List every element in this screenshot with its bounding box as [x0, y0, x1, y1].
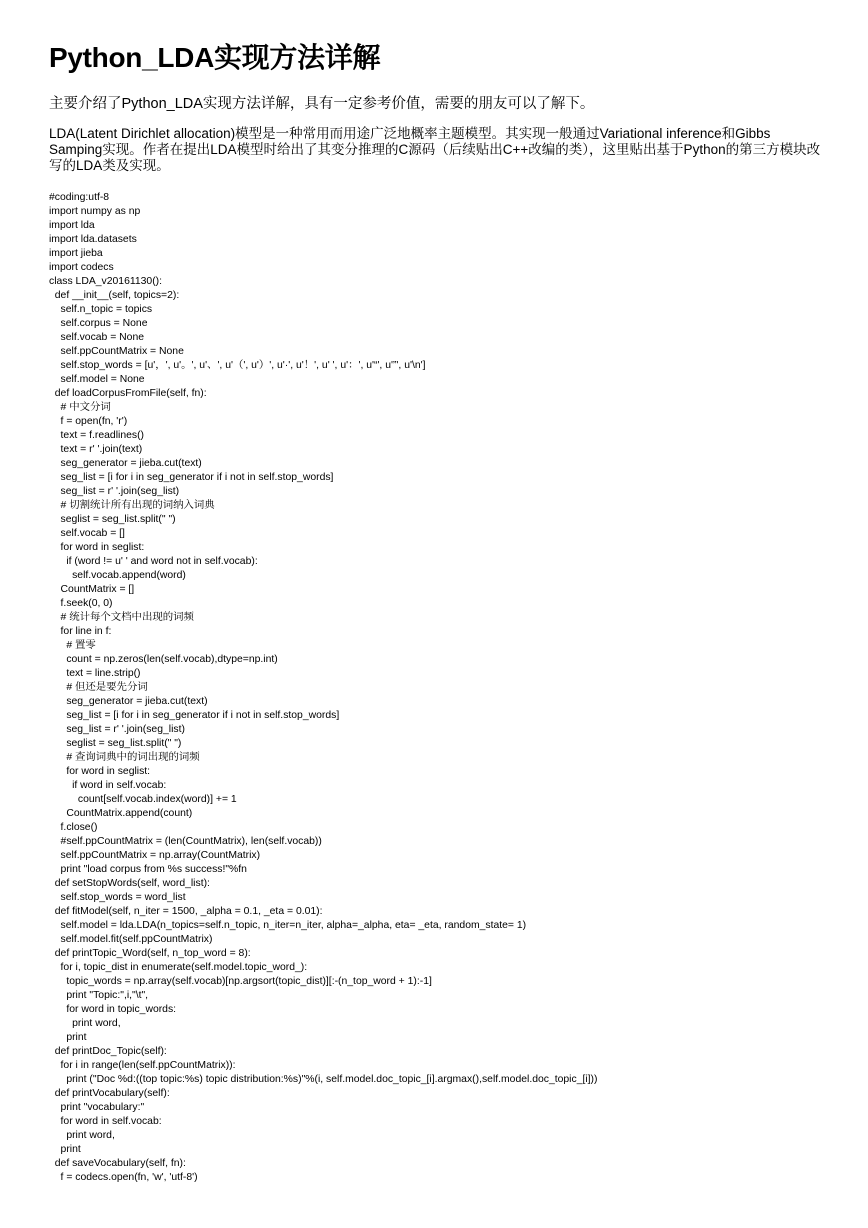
code-line: f = codecs.open(fn, 'w', 'utf-8'): [49, 1172, 198, 1183]
code-line: seg_list = [i for i in seg_generator if i not in self.stop_words]: [49, 710, 340, 721]
code-line: topic_words = np.array(self.vocab)[np.argsort(topic_dist)][:-(n_top_word + 1):-1]: [49, 976, 432, 987]
code-line: seg_generator = jieba.cut(text): [49, 458, 202, 469]
code-line: for word in topic_words:: [49, 1004, 177, 1015]
code-line: self.corpus = None: [49, 318, 148, 329]
code-line: seg_list = r' '.join(seg_list): [49, 724, 185, 735]
code-line: print: [49, 1032, 87, 1043]
code-line: print ("Doc %d:((top topic:%s) topic distribution:%s)"%(i, self.model.doc_topic_[i].argmax(),self.model.doc_topic_[i])): [49, 1074, 598, 1085]
article-lead: 主要介绍了Python_LDA实现方法详解，具有一定参考价值，需要的朋友可以了解下。: [49, 96, 595, 112]
code-line: if (word != u' ' and word not in self.vocab):: [49, 556, 258, 567]
code-line: self.model = None: [49, 374, 145, 385]
code-line: text = line.strip(): [49, 668, 141, 679]
code-line: def printDoc_Topic(self):: [49, 1046, 167, 1057]
code-line: def loadCorpusFromFile(self, fn):: [49, 388, 207, 399]
code-line: f.seek(0, 0): [49, 598, 113, 609]
code-line: print "vocabulary:": [49, 1102, 145, 1113]
code-line: print word,: [49, 1130, 115, 1141]
code-line: def printVocabulary(self):: [49, 1088, 170, 1099]
code-line: self.model = lda.LDA(n_topics=self.n_topic, n_iter=n_iter, alpha=_alpha, eta= _eta, random_state= 1): [49, 920, 527, 931]
code-line: for i in range(len(self.ppCountMatrix)):: [49, 1060, 236, 1071]
code-line: print: [49, 1144, 81, 1155]
code-line: #coding:utf-8: [49, 192, 110, 203]
code-line: text = f.readlines(): [49, 430, 144, 441]
code-line: self.model.fit(self.ppCountMatrix): [49, 934, 213, 945]
code-line: # 查询词典中的词出现的词频: [49, 752, 200, 763]
code-line: for word in seglist:: [49, 766, 151, 777]
code-line: # 统计每个文档中出现的词频: [49, 612, 194, 623]
code-line: self.stop_words = [u'，', u'。', u'、', u'（', u'）', u'·', u'！', u' ', u'：', u'“', u'”', u'\n']: [49, 360, 426, 371]
code-line: import codecs: [49, 262, 114, 273]
code-line: f = open(fn, 'r'): [49, 416, 128, 427]
code-line: seg_generator = jieba.cut(text): [49, 696, 208, 707]
code-line: def printTopic_Word(self, n_top_word = 8):: [49, 948, 251, 959]
code-line: # 置零: [49, 640, 96, 651]
code-line: print "load corpus from %s success!"%fn: [49, 864, 247, 875]
code-line: if word in self.vocab:: [49, 780, 167, 791]
code-line: # 但还是要先分词: [49, 682, 148, 693]
code-line: import lda: [49, 220, 95, 231]
code-line: self.stop_words = word_list: [49, 892, 186, 903]
article-intro: LDA(Latent Dirichlet allocation)模型是一种常用而用途广泛地概率主题模型。其实现一般通过Variational inference和Gibbs Samping实现。作者在提出LDA模型时给出了其变分推理的C源码（后续贴出C++改编的类），这里贴出基于Python的第三方模块改写的LDA类及实现。: [49, 126, 821, 173]
code-line: seglist = seg_list.split(" "): [49, 514, 176, 525]
code-line: self.n_topic = topics: [49, 304, 153, 315]
code-line: self.ppCountMatrix = None: [49, 346, 184, 357]
code-line: # 中文分词: [49, 402, 111, 413]
code-line: count = np.zeros(len(self.vocab),dtype=np.int): [49, 654, 278, 665]
code-line: seg_list = r' '.join(seg_list): [49, 486, 180, 497]
code-line: seg_list = [i for i in seg_generator if i not in self.stop_words]: [49, 472, 334, 483]
code-line: def setStopWords(self, word_list):: [49, 878, 210, 889]
code-line: self.vocab = None: [49, 332, 145, 343]
code-line: self.vocab = []: [49, 528, 125, 539]
code-line: for i, topic_dist in enumerate(self.model.topic_word_):: [49, 962, 308, 973]
code-line: #self.ppCountMatrix = (len(CountMatrix), len(self.vocab)): [49, 836, 322, 847]
code-line: def __init__(self, topics=2):: [49, 290, 180, 301]
code-line: # 切割统计所有出现的词纳入词典: [49, 500, 215, 511]
code-line: import lda.datasets: [49, 234, 137, 245]
code-line: f.close(): [49, 822, 98, 833]
code-line: count[self.vocab.index(word)] += 1: [49, 794, 237, 805]
code-line: for word in self.vocab:: [49, 1116, 162, 1127]
code-line: for line in f:: [49, 626, 112, 637]
code-line: print "Topic:",i,"\t",: [49, 990, 149, 1001]
article-title: Python_LDA实现方法详解: [49, 42, 381, 73]
code-line: seglist = seg_list.split(" "): [49, 738, 182, 749]
code-line: import numpy as np: [49, 206, 141, 217]
code-line: self.vocab.append(word): [49, 570, 186, 581]
code-line: CountMatrix = []: [49, 584, 135, 595]
code-line: for word in seglist:: [49, 542, 145, 553]
code-line: self.ppCountMatrix = np.array(CountMatrix): [49, 850, 261, 861]
code-line: import jieba: [49, 248, 103, 259]
code-line: def saveVocabulary(self, fn):: [49, 1158, 186, 1169]
code-block: [49, 191, 597, 1185]
code-line: CountMatrix.append(count): [49, 808, 193, 819]
code-line: print word,: [49, 1018, 121, 1029]
code-line: text = r' '.join(text): [49, 444, 143, 455]
code-line: def fitModel(self, n_iter = 1500, _alpha = 0.1, _eta = 0.01):: [49, 906, 323, 917]
code-line: class LDA_v20161130():: [49, 276, 163, 287]
